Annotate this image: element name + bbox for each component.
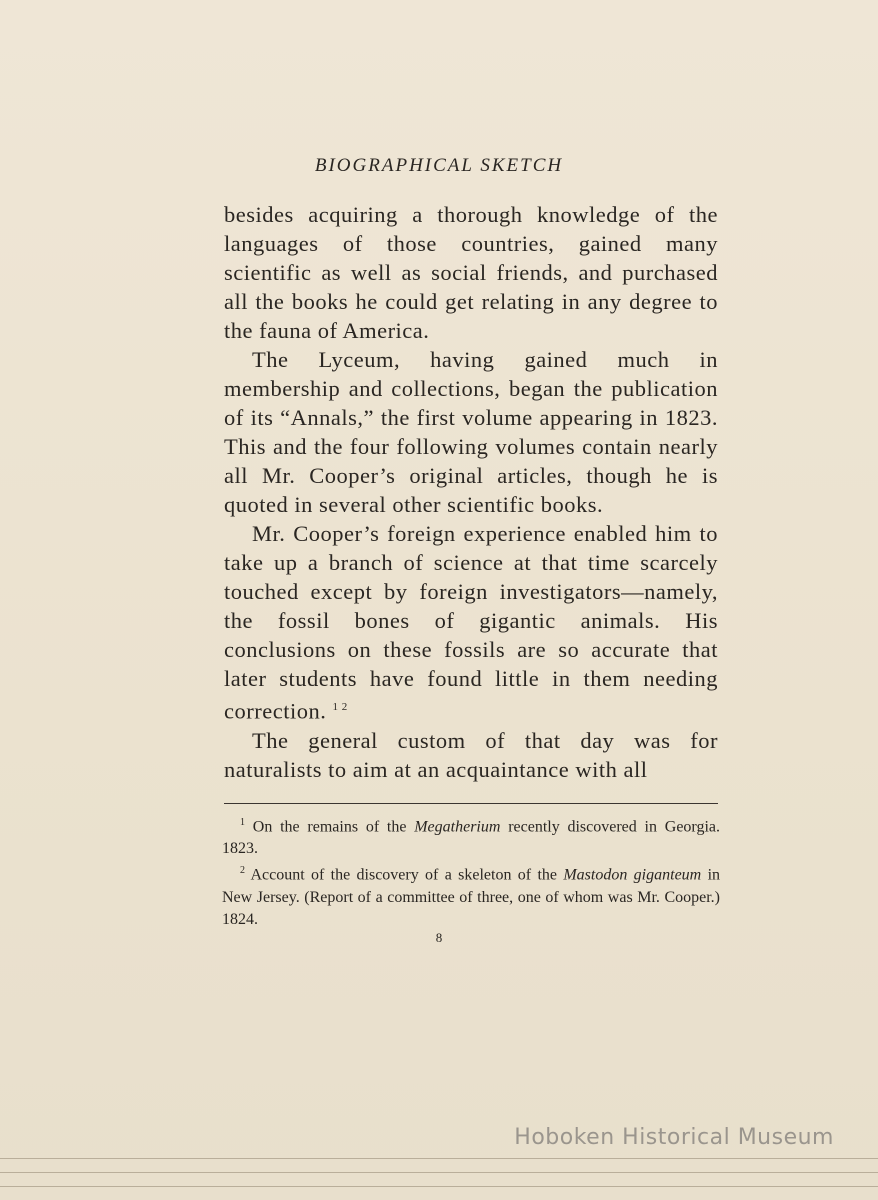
footnote-2-before: Account of the discovery of a skeleton of the bbox=[250, 866, 564, 884]
footnote-1-after: recently discovered in Georgia. 1823. bbox=[222, 818, 720, 858]
paragraph-2: The Lyceum, having gained much in membership and collections, began the publication of its “Annals,” the first volume appearing in 1823. This and the four following volumes contain nearly all Mr. Cooper’s original articles, though he is quoted in several other scientific books. bbox=[224, 347, 718, 517]
paragraph-1: besides acquiring a thorough knowledge of the languages of those countries, gained many scientific as well as social friends, and purchased all the books he could get relating in any degree to the fauna of America. bbox=[224, 202, 718, 343]
page-number: 8 bbox=[435, 930, 443, 945]
paragraph-3-text: Mr. Cooper’s foreign experience enabled him to take up a branch of science at that time scarcely touched except by foreign investigators—namely, the fossil bones of gigantic animals. His conclusions on these fossils are so accurate that later students have found little in them needing correction. bbox=[224, 521, 718, 724]
body-text bbox=[224, 200, 718, 784]
footnotes bbox=[222, 812, 720, 931]
footnote-1 bbox=[222, 812, 720, 860]
page-edge-line bbox=[0, 1186, 878, 1187]
footnote-1-mark: 1 bbox=[240, 817, 245, 828]
page-edge-line bbox=[0, 1172, 878, 1173]
footnote-1-italic: Megatherium bbox=[414, 818, 501, 836]
footnote-2 bbox=[222, 860, 720, 930]
footnote-2-after: in New Jersey. (Report of a committee of three, one of whom was Mr. Cooper.) 1824. bbox=[222, 866, 721, 928]
footnote-2-italic: Mastodon giganteum bbox=[563, 866, 702, 884]
paragraph-3 bbox=[224, 519, 718, 726]
paragraph-4: The general custom of that day was for naturalists to aim at an acquaintance with all bbox=[224, 727, 718, 782]
watermark: Hoboken Historical Museum bbox=[514, 1125, 834, 1150]
running-header: BIOGRAPHICAL SKETCH bbox=[314, 155, 564, 176]
footnote-1-before: On the remains of the bbox=[252, 818, 415, 836]
footnote-2-mark: 2 bbox=[240, 865, 245, 877]
footnote-refs: 1 2 bbox=[332, 701, 348, 713]
footnote-rule bbox=[224, 803, 718, 804]
page-edge-line bbox=[0, 1158, 878, 1159]
